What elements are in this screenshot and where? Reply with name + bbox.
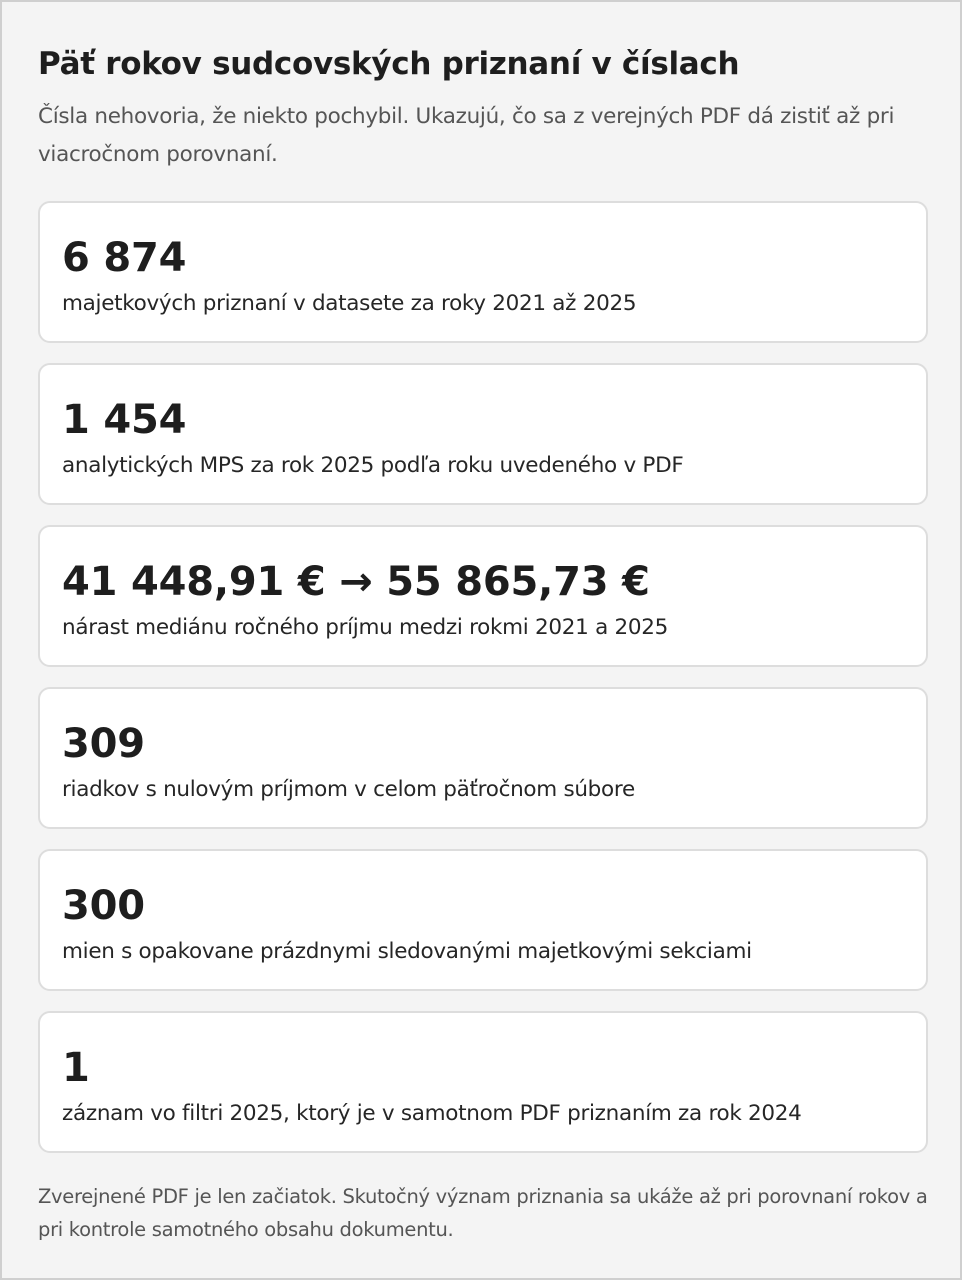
stat-card-declarations	[38, 201, 928, 343]
stat-label: mien s opakovane prázdnymi sledovanými majetkovými sekciami	[62, 939, 752, 964]
stat-card-median-income	[38, 525, 928, 667]
stat-card-zero-income	[38, 687, 928, 829]
stat-value: 1 454	[62, 397, 187, 443]
stat-value: 41 448,91 € → 55 865,73 €	[62, 559, 650, 605]
page-title: Päť rokov sudcovských priznaní v číslach	[38, 46, 740, 82]
stat-value: 6 874	[62, 235, 187, 281]
footnote: Zverejnené PDF je len začiatok. Skutočný význam priznania sa ukáže až pri porovnaní rokov a pri kontrole samotného obsahu dokumentu.	[38, 1185, 928, 1241]
stat-value: 1	[62, 1045, 90, 1091]
stat-value: 309	[62, 721, 145, 767]
stat-value: 300	[62, 883, 145, 929]
stat-label: nárast mediánu ročného príjmu medzi rokmi 2021 a 2025	[62, 615, 668, 640]
stat-card-empty-sections	[38, 849, 928, 991]
stat-card-analytical-mps	[38, 363, 928, 505]
stat-label: majetkových priznaní v datasete za roky 2021 až 2025	[62, 291, 637, 316]
stat-label: riadkov s nulovým príjmom v celom päťročnom súbore	[62, 777, 635, 802]
header	[38, 42, 928, 174]
stat-card-misfiled-record	[38, 1011, 928, 1153]
page-subtitle: Čísla nehovoria, že niekto pochybil. Ukazujú, čo sa z verejných PDF dá zistiť až pri viacročnom porovnaní.	[38, 104, 895, 167]
stat-label: analytických MPS za rok 2025 podľa roku uvedeného v PDF	[62, 453, 684, 478]
stats-list	[38, 201, 928, 1173]
stat-label: záznam vo filtri 2025, ktorý je v samotnom PDF priznaním za rok 2024	[62, 1101, 802, 1126]
